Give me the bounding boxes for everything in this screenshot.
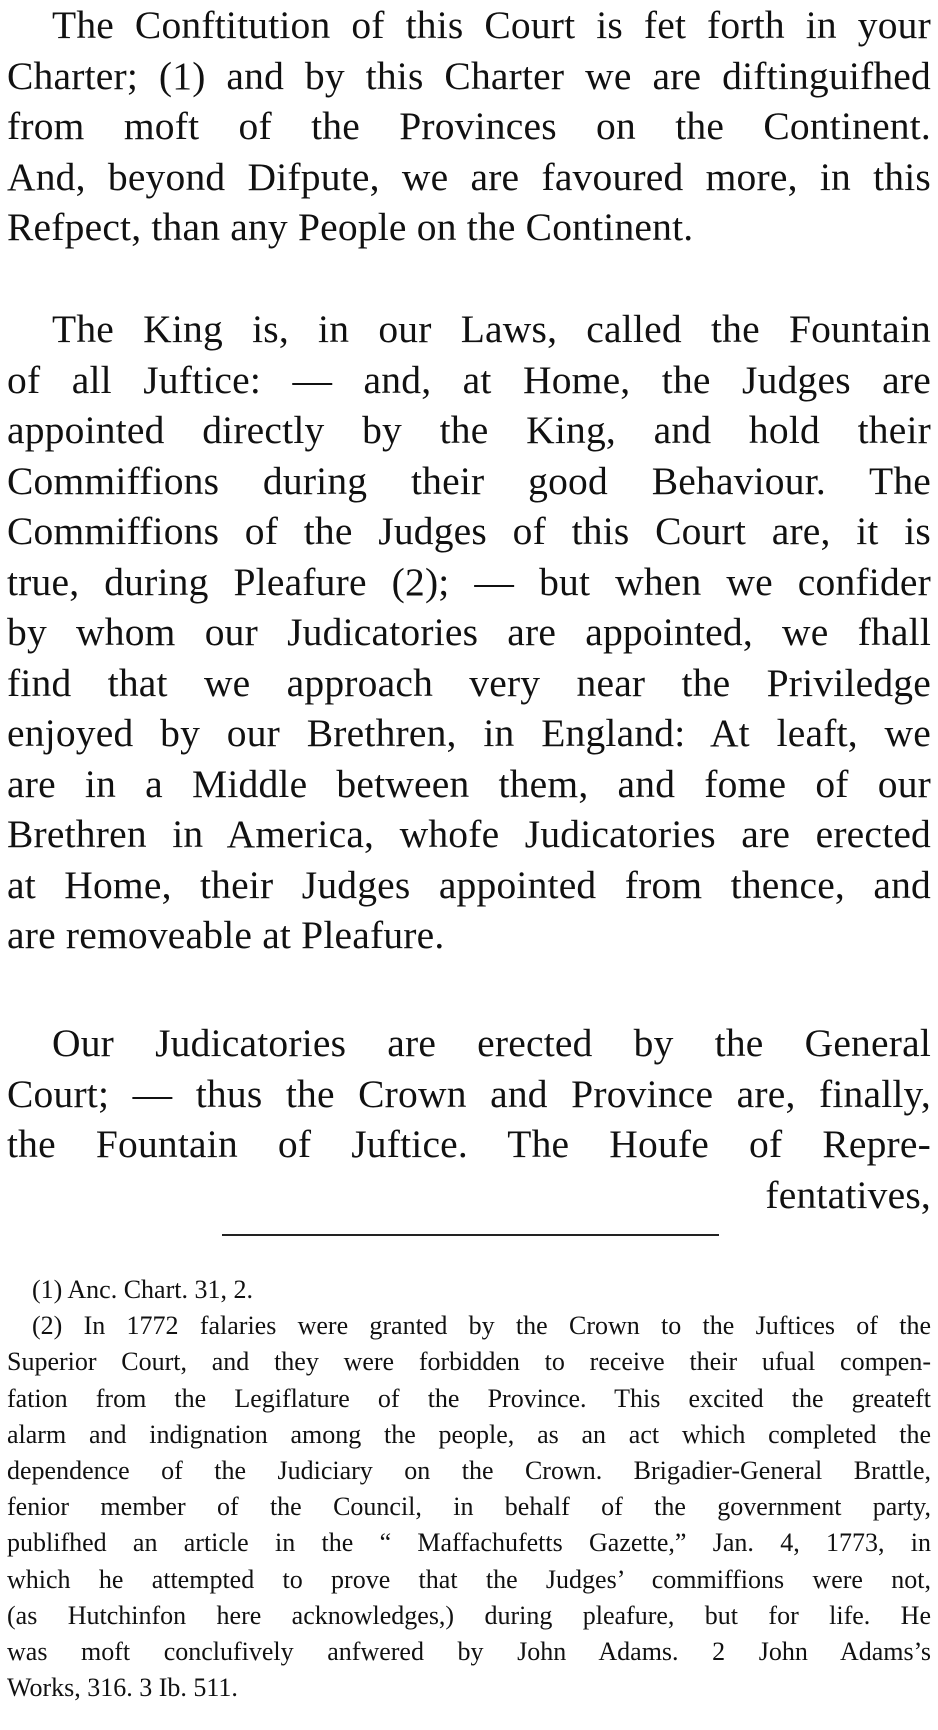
footnote-line: (2) In 1772 falaries were granted by the Crown to the Juftices of the: [32, 1311, 931, 1341]
footnote-line: was moft conclufively anfwered by John Adams. 2 John Adams’s: [7, 1637, 931, 1667]
footnote-1: [7, 1272, 931, 1308]
footnote-line: publifhed an article in the “ Maffachufetts Gazette,” Jan. 4, 1773, in: [7, 1528, 931, 1558]
footnote-line: fenior member of the Council, in behalf of the government party,: [7, 1492, 931, 1522]
text-line: Court; — thus the Crown and Province are, finally,: [7, 1071, 931, 1116]
text-line: And, beyond Difpute, we are favoured more, in this: [7, 154, 931, 199]
footnote-line: Works, 316. 3 Ib. 511.: [7, 1673, 238, 1703]
text-line: true, during Pleafure (2); — but when we confider: [7, 559, 931, 604]
text-line: appointed directly by the King, and hold their: [7, 408, 931, 452]
footnote-line: (1) Anc. Chart. 31, 2.: [32, 1275, 253, 1304]
catchword: fentatives,: [765, 1172, 931, 1217]
text-line: Commiffions during their good Behaviour. The: [7, 458, 931, 503]
text-line: of all Juftice: — and, at Home, the Judges are: [7, 357, 931, 402]
footnote-divider: [222, 1234, 719, 1236]
text-line: by whom our Judicatories are appointed, we fhall: [7, 610, 931, 654]
text-line: The Conftitution of this Court is fet forth in your: [52, 3, 931, 47]
paragraph-3: [7, 1018, 931, 1220]
footnotes: [7, 1272, 931, 1706]
text-line: are removeable at Pleafure.: [7, 913, 445, 957]
text-line: Refpect, than any People on the Continent.: [7, 205, 694, 249]
footnote-line: alarm and indignation among the people, as an act which completed the: [7, 1419, 931, 1449]
text-line: the Fountain of Juftice. The Houfe of Repre-: [7, 1122, 931, 1166]
text-line: The King is, in our Laws, called the Fountain: [52, 307, 931, 351]
text-line: Commiffions of the Judges of this Court are, it is: [7, 509, 931, 553]
text-line: Brethren in America, whofe Judicatories are erected: [7, 812, 931, 856]
footnote-line: which he attempted to prove that the Judges’ commiffions were not,: [7, 1564, 931, 1594]
text-line: find that we approach very near the Priviledge: [7, 660, 931, 705]
footnote-line: Superior Court, and they were forbidden to receive their ufual compen-: [7, 1347, 931, 1377]
text-line: Charter; (1) and by this Charter we are diftinguifhed: [7, 53, 931, 98]
paragraph-2: [7, 304, 931, 961]
footnote-line: fation from the Legiflature of the Province. This excited the greateft: [7, 1383, 931, 1413]
text-line: are in a Middle between them, and fome of our: [7, 761, 931, 806]
text-line: Our Judicatories are erected by the General: [52, 1021, 931, 1065]
text-line: enjoyed by our Brethren, in England: At leaft, we: [7, 711, 931, 755]
text-line: from moft of the Provinces on the Continent.: [7, 104, 931, 148]
paragraph-1: [7, 0, 931, 253]
footnote-line: dependence of the Judiciary on the Crown. Brigadier-General Brattle,: [7, 1456, 931, 1486]
footnote-2: [7, 1308, 931, 1706]
footnote-line: (as Hutchinfon here acknowledges,) during pleafure, but for life. He: [7, 1600, 931, 1630]
text-line: at Home, their Judges appointed from thence, and: [7, 862, 931, 907]
